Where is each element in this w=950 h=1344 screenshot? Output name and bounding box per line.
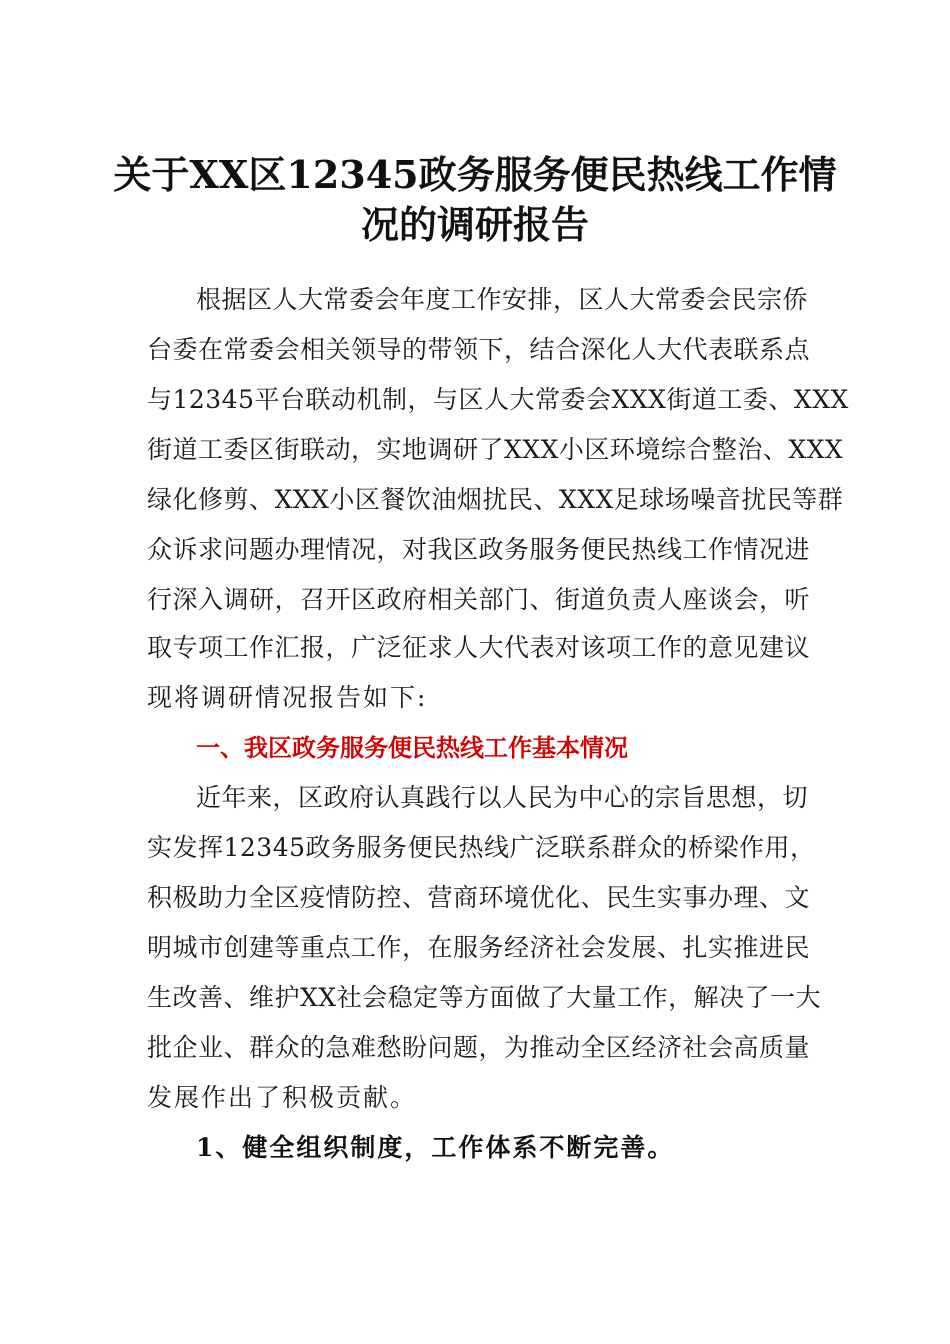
section-line: 积极助力全区疫情防控、营商环境优化、民生实事办理、文 — [147, 883, 811, 912]
intro-line: 行深入调研，召开区政府相关部门、街道负责人座谈会，听 — [147, 585, 811, 614]
subheading: 1、健全组织制度，工作体系不断完善。 — [196, 1133, 675, 1162]
intro-line: 街道工委区街联动，实地调研了XXX小区环境综合整治、XXX — [147, 435, 844, 464]
document-title-line-2: 况的调研报告 — [360, 202, 589, 247]
intro-line: 与12345平台联动机制，与区人大常委会XXX街道工委、XXX — [147, 385, 849, 414]
section-line: 实发挥12345政务服务便民热线广泛联系群众的桥梁作用， — [147, 833, 816, 862]
intro-line: 台委在常委会相关领导的带领下，结合深化人大代表联系点 — [147, 335, 811, 364]
section-line: 生改善、维护XX社会稳定等方面做了大量工作，解决了一大 — [147, 983, 822, 1012]
intro-line: 现将调研情况报告如下: — [147, 683, 428, 712]
intro-line: 取专项工作汇报，广泛征求人大代表对该项工作的意见建议 — [147, 633, 811, 662]
section-heading: 一、我区政务服务便民热线工作基本情况 — [196, 734, 628, 762]
section-line: 发展作出了积极贡献。 — [147, 1083, 418, 1112]
section-line: 近年来，区政府认真践行以人民为中心的宗旨思想，切 — [196, 783, 809, 812]
section-line: 批企业、群众的急难愁盼问题，为推动全区经济社会高质量 — [147, 1033, 811, 1062]
section-line: 明城市创建等重点工作，在服务经济社会发展、扎实推进民 — [147, 933, 811, 962]
intro-line: 绿化修剪、XXX小区餐饮油烟扰民、XXX足球场噪音扰民等群 — [147, 485, 844, 514]
document-title-line-1: 关于XX区12345政务服务便民热线工作情 — [113, 152, 837, 197]
intro-line: 根据区人大常委会年度工作安排，区人大常委会民宗侨 — [196, 285, 809, 314]
intro-line: 众诉求问题办理情况，对我区政务服务便民热线工作情况进 — [147, 535, 811, 564]
